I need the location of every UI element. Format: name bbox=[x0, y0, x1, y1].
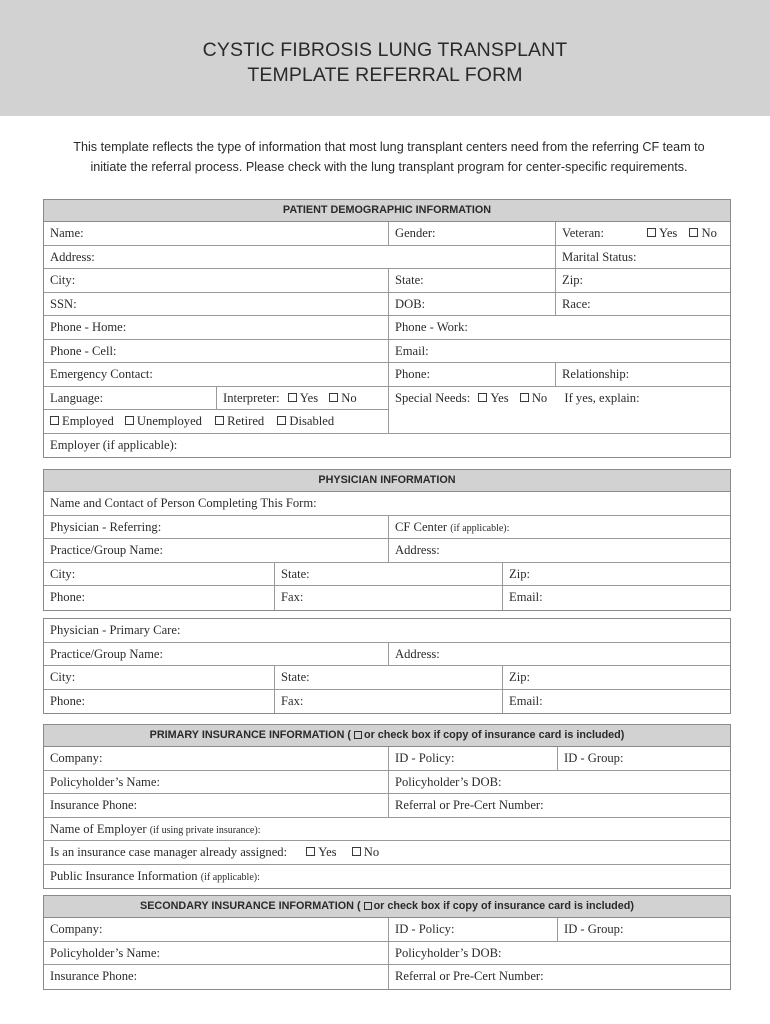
physician-phone-field[interactable]: Phone: bbox=[50, 590, 85, 604]
title-line-1: CYSTIC FIBROSIS LUNG TRANSPLANT bbox=[202, 39, 568, 61]
employed-checkbox[interactable] bbox=[50, 416, 59, 425]
marital-status-field[interactable]: Marital Status: bbox=[555, 246, 732, 269]
pc-fax-field[interactable]: Fax: bbox=[274, 690, 502, 714]
employment-status: Employed Unemployed Retired Disabled bbox=[44, 410, 388, 434]
primary-ins-row-case-manager bbox=[44, 841, 730, 865]
physician-row-person-completing bbox=[44, 492, 730, 516]
secondary-policyholder-name-field[interactable]: Policyholder’s Name: bbox=[50, 945, 160, 960]
physician-zip-field[interactable]: Zip: bbox=[502, 563, 732, 586]
race-field[interactable]: Race: bbox=[555, 293, 732, 316]
primary-ins-row-employer bbox=[44, 818, 730, 842]
primary-referral-precert-field[interactable]: Referral or Pre-Cert Number: bbox=[388, 794, 732, 817]
secondary-referral-precert-field[interactable]: Referral or Pre-Cert Number: bbox=[388, 965, 732, 989]
primary-insurance-heading: PRIMARY INSURANCE INFORMATION ( or check box if copy of insurance card is included) bbox=[44, 725, 730, 747]
intro-text bbox=[36, 137, 742, 177]
form-title bbox=[0, 38, 770, 88]
patient-row-employer bbox=[44, 434, 730, 458]
primary-insurance-phone-field[interactable]: Insurance Phone: bbox=[50, 798, 138, 812]
case-manager-no-checkbox[interactable] bbox=[352, 847, 361, 856]
name-field[interactable]: Name: bbox=[50, 226, 84, 240]
veteran-field: Veteran: Yes No bbox=[555, 222, 732, 245]
cf-center-field[interactable]: CF Center (if applicable): bbox=[388, 516, 732, 539]
case-manager-yes-checkbox[interactable] bbox=[306, 847, 315, 856]
secondary-insurance-card-checkbox[interactable] bbox=[364, 902, 372, 910]
secondary-insurance-phone-field[interactable]: Insurance Phone: bbox=[50, 969, 138, 983]
gender-field[interactable]: Gender: bbox=[388, 222, 555, 245]
state-field[interactable]: State: bbox=[388, 269, 555, 292]
pc-phone-field[interactable]: Phone: bbox=[50, 693, 85, 708]
primary-insurance-section bbox=[43, 724, 731, 889]
patient-row-language-employment bbox=[44, 387, 730, 434]
zip-field[interactable]: Zip: bbox=[555, 269, 732, 292]
dob-field[interactable]: DOB: bbox=[388, 293, 555, 316]
language-subrow bbox=[44, 387, 388, 411]
intro-line-1: This template reflects the type of information that most lung transplant centers need from the referring CF team to bbox=[73, 140, 705, 154]
primary-employer-field[interactable]: Name of Employer (if using private insurance): bbox=[50, 821, 261, 836]
physician-row-city bbox=[44, 563, 730, 587]
if-yes-explain-label: If yes, explain: bbox=[564, 390, 640, 405]
secondary-id-group-field[interactable]: ID - Group: bbox=[557, 918, 732, 941]
physician-referring-field[interactable]: Physician - Referring: bbox=[50, 519, 162, 534]
city-field[interactable]: City: bbox=[50, 273, 76, 287]
patient-row-emergency bbox=[44, 363, 730, 387]
primary-care-section bbox=[43, 618, 731, 714]
physician-fax-field[interactable]: Fax: bbox=[274, 586, 502, 610]
special-needs-yes-checkbox[interactable] bbox=[478, 393, 487, 402]
patient-row-address bbox=[44, 246, 730, 270]
primary-id-policy-field[interactable]: ID - Policy: bbox=[388, 747, 557, 770]
secondary-id-policy-field[interactable]: ID - Policy: bbox=[388, 918, 557, 941]
email-field[interactable]: Email: bbox=[388, 340, 732, 363]
special-needs-field: Special Needs: Yes No If yes, explain: bbox=[388, 387, 732, 434]
physician-row-phone bbox=[44, 586, 730, 610]
secondary-ins-row-company bbox=[44, 918, 730, 942]
practice-group-field[interactable]: Practice/Group Name: bbox=[50, 543, 163, 557]
secondary-company-field[interactable]: Company: bbox=[50, 922, 103, 936]
retired-checkbox[interactable] bbox=[215, 416, 224, 425]
special-needs-no-checkbox[interactable] bbox=[520, 393, 529, 402]
physician-address-field[interactable]: Address: bbox=[388, 539, 732, 562]
patient-row-phone-cell bbox=[44, 340, 730, 364]
patient-row-ssn bbox=[44, 293, 730, 317]
primary-ins-row-phone bbox=[44, 794, 730, 818]
interpreter-field: Interpreter: Yes No bbox=[216, 387, 388, 410]
secondary-ins-row-phone bbox=[44, 965, 730, 989]
relationship-field[interactable]: Relationship: bbox=[555, 363, 732, 386]
phone-cell-field[interactable]: Phone - Cell: bbox=[50, 343, 117, 358]
primary-insurance-card-checkbox[interactable] bbox=[354, 731, 362, 739]
pc-city-field[interactable]: City: bbox=[50, 670, 76, 684]
ssn-field[interactable]: SSN: bbox=[50, 296, 77, 311]
physician-email-field[interactable]: Email: bbox=[502, 586, 732, 610]
primary-id-group-field[interactable]: ID - Group: bbox=[557, 747, 732, 770]
pc-zip-field[interactable]: Zip: bbox=[502, 666, 732, 689]
patient-section bbox=[43, 199, 731, 458]
primary-care-row-city bbox=[44, 666, 730, 690]
secondary-insurance-heading: SECONDARY INSURANCE INFORMATION ( or check box if copy of insurance card is included) bbox=[44, 896, 730, 918]
veteran-no-checkbox[interactable] bbox=[689, 228, 698, 237]
emergency-contact-field[interactable]: Emergency Contact: bbox=[50, 367, 153, 381]
pc-state-field[interactable]: State: bbox=[274, 666, 502, 689]
person-completing-field[interactable]: Name and Contact of Person Completing This Form: bbox=[50, 496, 317, 510]
address-field[interactable]: Address: bbox=[50, 249, 95, 264]
unemployed-checkbox[interactable] bbox=[125, 416, 134, 425]
case-manager-field: Is an insurance case manager already assigned: Yes No bbox=[50, 845, 380, 859]
pc-email-field[interactable]: Email: bbox=[502, 690, 732, 714]
physician-row-referring bbox=[44, 516, 730, 540]
interpreter-yes-checkbox[interactable] bbox=[288, 393, 297, 402]
pc-practice-group-field[interactable]: Practice/Group Name: bbox=[50, 646, 163, 661]
physician-state-field[interactable]: State: bbox=[274, 563, 502, 586]
patient-row-phone-home bbox=[44, 316, 730, 340]
emergency-phone-field[interactable]: Phone: bbox=[388, 363, 555, 386]
primary-care-row-name bbox=[44, 619, 730, 643]
patient-row-name bbox=[44, 222, 730, 246]
primary-ins-row-policyholder bbox=[44, 771, 730, 795]
physician-row-practice bbox=[44, 539, 730, 563]
title-line-2: TEMPLATE REFERRAL FORM bbox=[247, 64, 523, 86]
veteran-options: Yes No bbox=[647, 222, 717, 245]
physician-section bbox=[43, 469, 731, 611]
primary-care-row-phone bbox=[44, 690, 730, 714]
intro-line-2: initiate the referral process. Please check with the lung transplant program for center-specific requirements. bbox=[90, 160, 688, 174]
employer-field[interactable]: Employer (if applicable): bbox=[50, 437, 178, 452]
primary-care-row-practice bbox=[44, 643, 730, 667]
disabled-checkbox[interactable] bbox=[277, 416, 286, 425]
language-field[interactable]: Language: bbox=[50, 390, 104, 405]
pc-address-field[interactable]: Address: bbox=[388, 643, 732, 666]
veteran-yes-checkbox[interactable] bbox=[647, 228, 656, 237]
patient-row-city bbox=[44, 269, 730, 293]
primary-ins-row-company bbox=[44, 747, 730, 771]
public-insurance-field[interactable]: Public Insurance Information (if applicable): bbox=[50, 868, 260, 883]
physician-section-heading: PHYSICIAN INFORMATION bbox=[44, 470, 730, 492]
secondary-policyholder-dob-field[interactable]: Policyholder’s DOB: bbox=[388, 942, 732, 965]
primary-ins-row-public bbox=[44, 865, 730, 889]
physician-city-field[interactable]: City: bbox=[50, 566, 76, 581]
physician-primary-care-field[interactable]: Physician - Primary Care: bbox=[50, 623, 181, 637]
patient-section-heading: PATIENT DEMOGRAPHIC INFORMATION bbox=[44, 200, 730, 222]
secondary-insurance-section bbox=[43, 895, 731, 990]
interpreter-no-checkbox[interactable] bbox=[329, 393, 338, 402]
primary-policyholder-dob-field[interactable]: Policyholder’s DOB: bbox=[388, 771, 732, 794]
secondary-ins-row-policyholder bbox=[44, 942, 730, 966]
primary-policyholder-name-field[interactable]: Policyholder’s Name: bbox=[50, 774, 160, 789]
phone-work-field[interactable]: Phone - Work: bbox=[388, 316, 732, 339]
phone-home-field[interactable]: Phone - Home: bbox=[50, 320, 127, 334]
primary-company-field[interactable]: Company: bbox=[50, 751, 103, 765]
